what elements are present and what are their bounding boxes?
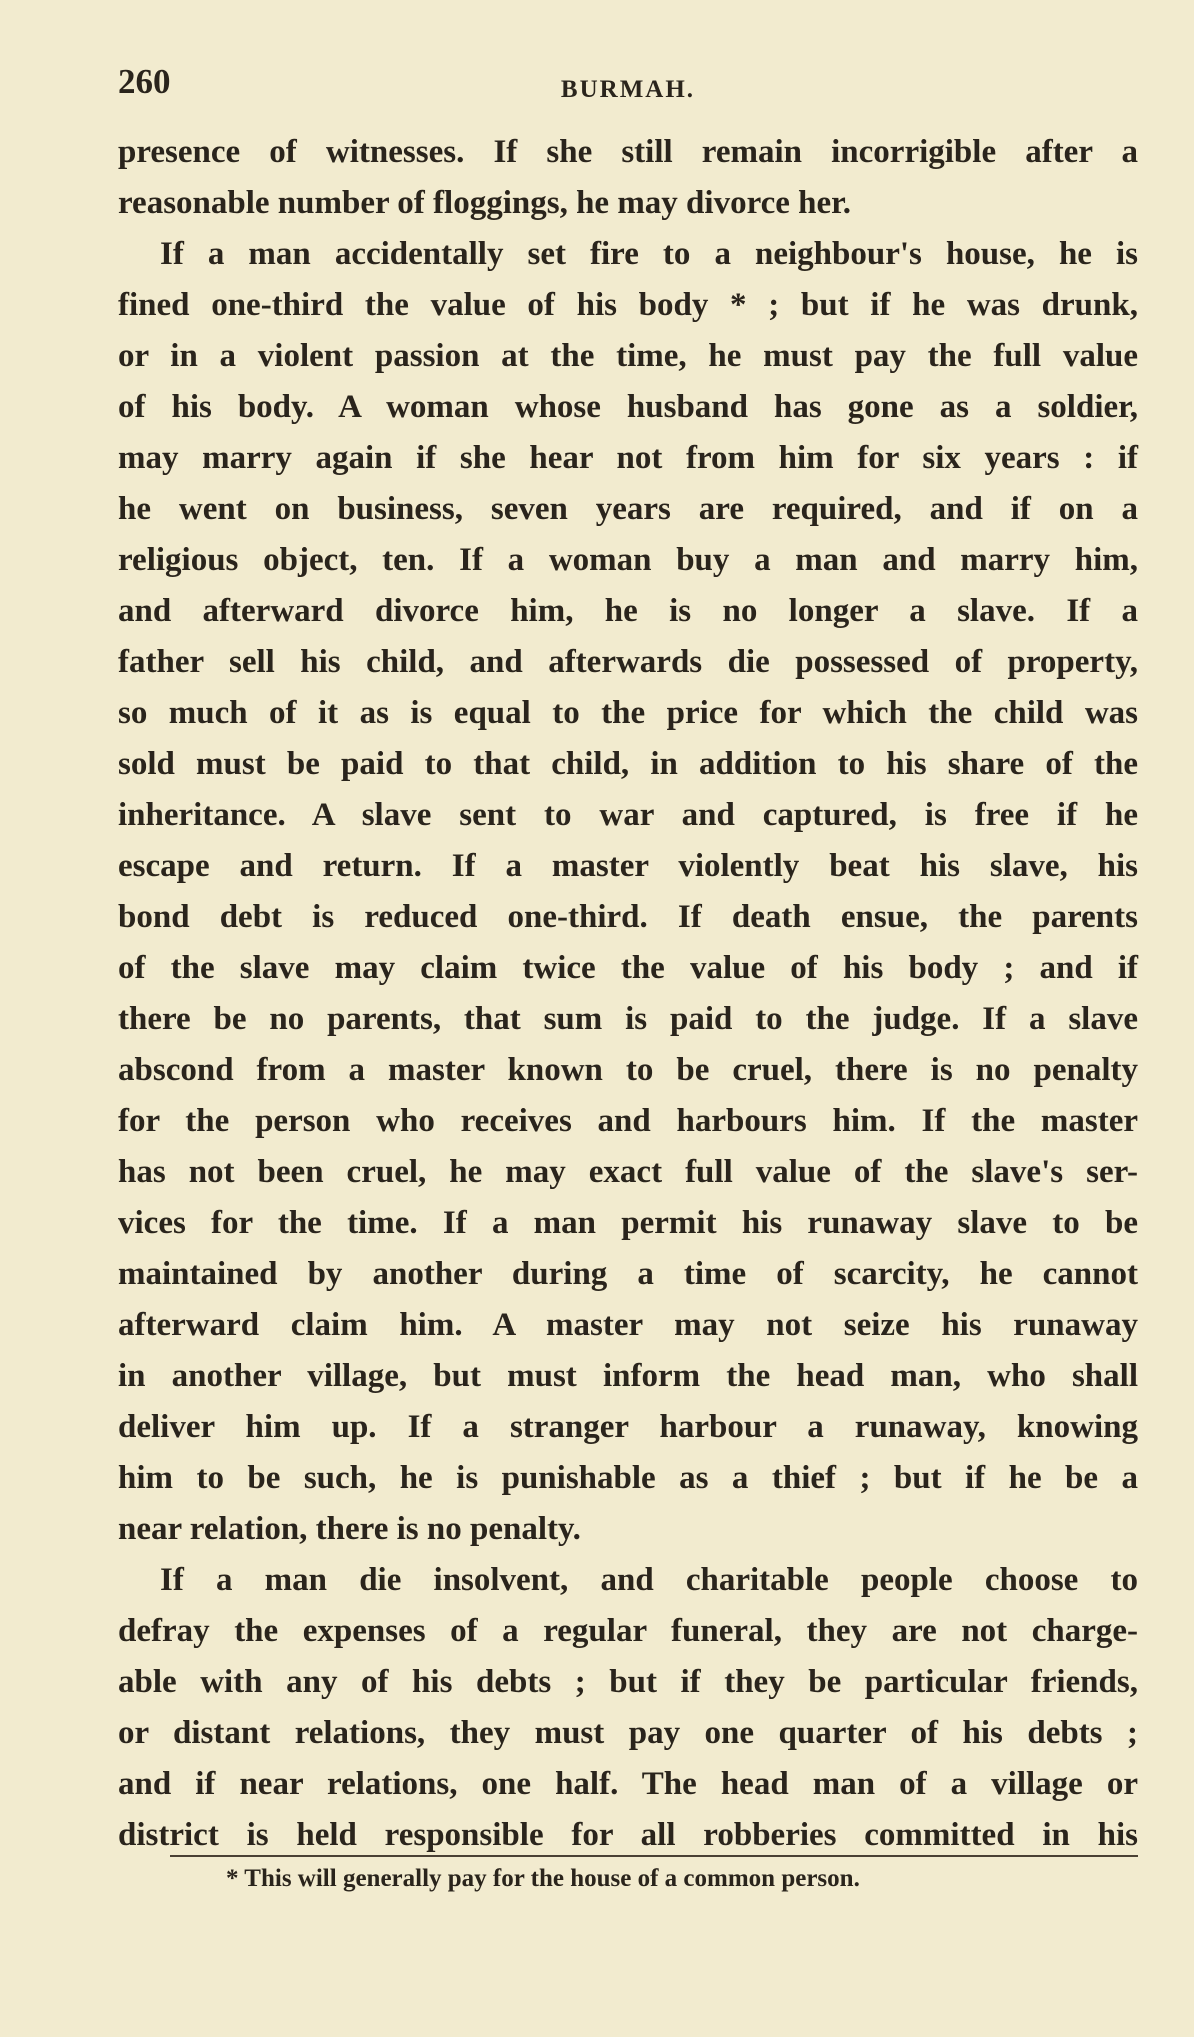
text-line: of his body. A woman whose husband has gone as a soldier, [118,389,1138,425]
text-line: or distant relations, they must pay one quarter of his debts ; [118,1715,1138,1751]
text-line: bond debt is reduced one-third. If death ensue, the parents [118,899,1138,935]
footnote: * This will generally pay for the house of a common person. [226,1865,860,1892]
text-line: sold must be paid to that child, in addition to his share of the [118,746,1138,782]
text-line: may marry again if she hear not from him for six years : if [118,440,1138,476]
text-line: or in a violent passion at the time, he must pay the full value [118,338,1138,374]
text-line: maintained by another during a time of scarcity, he cannot [118,1256,1138,1292]
text-line: and afterward divorce him, he is no longer a slave. If a [118,593,1138,629]
text-line: he went on business, seven years are required, and if on a [118,491,1138,527]
text-line: deliver him up. If a stranger harbour a runaway, knowing [118,1409,1138,1445]
text-line: afterward claim him. A master may not seize his runaway [118,1307,1138,1343]
text-line: If a man die insolvent, and charitable people choose to [160,1562,1138,1598]
text-line: inheritance. A slave sent to war and captured, is free if he [118,797,1138,833]
text-line: presence of witnesses. If she still remain incorrigible after a [118,134,1138,170]
text-line: so much of it as is equal to the price for which the child was [118,695,1138,731]
text-line: abscond from a master known to be cruel, there is no penalty [118,1052,1138,1088]
text-line: and if near relations, one half. The head man of a village or [118,1766,1138,1802]
text-line: fined one-third the value of his body * ; but if he was drunk, [118,287,1138,323]
text-line: If a man accidentally set fire to a neighbour's house, he is [160,236,1138,272]
page-number: 260 [118,62,171,101]
text-line: in another village, but must inform the head man, who shall [118,1358,1138,1394]
text-line: him to be such, he is punishable as a thief ; but if he be a [118,1460,1138,1496]
text-line: vices for the time. If a man permit his runaway slave to be [118,1205,1138,1241]
text-line: near relation, there is no penalty. [118,1511,581,1547]
text-line: has not been cruel, he may exact full value of the slave's ser- [118,1154,1138,1190]
text-line: religious object, ten. If a woman buy a man and marry him, [118,542,1138,578]
footnote-divider [170,1855,1138,1857]
text-line: of the slave may claim twice the value of his body ; and if [118,950,1138,986]
running-head: BURMAH. [560,76,696,103]
text-line: defray the expenses of a regular funeral, they are not charge- [118,1613,1138,1649]
body-text [118,127,1138,1861]
text-line: able with any of his debts ; but if they be particular friends, [118,1664,1138,1700]
text-line: there be no parents, that sum is paid to the judge. If a slave [118,1001,1138,1037]
text-line: reasonable number of floggings, he may divorce her. [118,185,852,221]
page-header [118,62,1138,112]
text-line: district is held responsible for all robberies committed in his [118,1817,1138,1853]
text-line: escape and return. If a master violently beat his slave, his [118,848,1138,884]
text-line: father sell his child, and afterwards die possessed of property, [118,644,1138,680]
text-line: for the person who receives and harbours him. If the master [118,1103,1138,1139]
